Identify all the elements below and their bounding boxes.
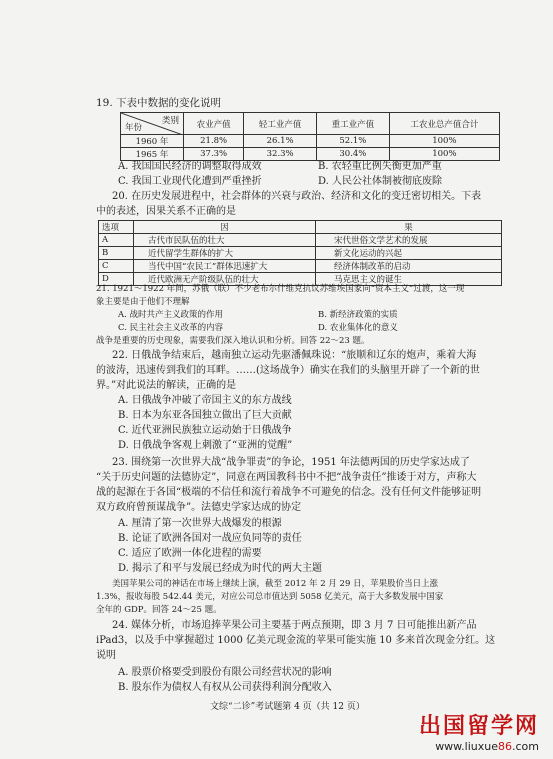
q19-cell: 26.1% xyxy=(244,135,317,148)
q20-cell: C xyxy=(99,260,134,273)
q24-line1: 24. 媒体分析，市场追捧苹果公司主要基于两点预期，即 3 月 7 日可能推出新产品 xyxy=(112,620,477,631)
watermark-logo xyxy=(419,709,539,753)
q21-option-b: B. 新经济政策的实质 xyxy=(318,310,398,320)
q19-diag-top: 类别 xyxy=(161,116,179,126)
q19-cell: 21.8% xyxy=(184,135,244,148)
q19-option-d: D. 人民公社体制被彻底废除 xyxy=(318,176,443,187)
q20-cell: B xyxy=(99,247,134,260)
q20-cell: 经济体制改革的启动 xyxy=(316,260,502,273)
q24-line3: 说明 xyxy=(96,650,116,661)
q22-option-a: A. 日俄战争冲破了帝国主义的东方战线 xyxy=(118,395,292,406)
q19-th: 工农业总产值合计 xyxy=(389,113,499,135)
q20-cell: D xyxy=(99,273,134,286)
q20-th: 因 xyxy=(134,221,316,234)
q19-cell: 1960 年 xyxy=(121,135,184,148)
q24-line2: iPad3，以及手中掌握超过 1000 亿美元现金流的苹果可能实施 10 多来首次现金分红。这 xyxy=(96,635,496,646)
q23-option-a: A. 厘清了第一次世界大战爆发的根源 xyxy=(118,518,282,529)
q19-th: 重工业产值 xyxy=(317,113,390,135)
q22-line3: 界。”对此说法的解读，正确的是 xyxy=(96,380,237,391)
q20-cell: 近代留学生群体的扩大 xyxy=(134,247,316,260)
q23-option-b: B. 论证了欧洲各国对一战应负同等的责任 xyxy=(118,533,302,544)
q23-option-c: C. 适应了欧洲一体化进程的需要 xyxy=(118,548,262,559)
q20-th: 选项 xyxy=(99,221,134,234)
q22-line2: 的波涛，迅速传到我们的耳畔。……(这场战争）确实在我们的头脑里开辟了一个新的世 xyxy=(96,365,480,376)
q19-diag-bottom: 年份 xyxy=(125,123,143,133)
q19-diag-header xyxy=(121,113,184,135)
q19-cell: 30.4% xyxy=(317,148,390,161)
url-prefix: www.liuxue xyxy=(435,740,498,753)
table-row xyxy=(99,260,502,273)
q24-25-intro-line3: 全年的 GDP。回答 24～25 题。 xyxy=(96,605,222,615)
q19-cell: 52.1% xyxy=(317,135,390,148)
q19-option-a: A. 我国国民经济的调整取得成效 xyxy=(118,161,262,172)
q19-th: 轻工业产值 xyxy=(244,113,317,135)
url-suffix: .com xyxy=(512,740,539,753)
q24-option-a: A. 股票价格要受到股份有限公司经营状况的影响 xyxy=(118,667,332,678)
url-red: 86 xyxy=(498,740,512,753)
q20-th: 果 xyxy=(316,221,502,234)
q19-option-c: C. 我国工业现代化遭到严重挫折 xyxy=(118,176,262,187)
q19-option-b: B. 农轻重比例失衡更加严重 xyxy=(318,161,442,172)
page-footer: 文综“二诊”考试题第 4 页（共 12 页） xyxy=(210,702,365,712)
q19-th: 农业产值 xyxy=(184,113,244,135)
q23-option-d: D. 揭示了和平与发展已经成为时代的两大主题 xyxy=(118,563,323,574)
table-row xyxy=(99,247,502,260)
q20-stem-line2: 中的表述，因果关系不正确的是 xyxy=(96,206,236,217)
q21-stem-line1: 21. 1921～1922 年间，苏俄（联）不少老布尔什维克抗议苏维埃国家向“资本主义”过渡，这一现 xyxy=(96,284,465,294)
q19-cell: 32.3% xyxy=(244,148,317,161)
q20-cell: 古代市民队伍的壮大 xyxy=(134,234,316,247)
q19-cell: 100% xyxy=(389,148,499,161)
q23-line1: 23. 围绕第一次世界大战“战争罪责”的争论，1951 年法德两国的历史学家达成了 xyxy=(112,457,470,468)
q19-table xyxy=(120,112,500,161)
q23-line3: 战的起源在于各国“极端的不信任和流行着战争不可避免的信念。没有任何文件能够证明 xyxy=(96,487,482,498)
q24-25-intro-line2: 1.3%，报收每股 542.44 美元，对应公司总市值达到 5058 亿美元，高于大多数发展中国家 xyxy=(96,592,444,602)
q19-stem: 19. 下表中数据的变化说明 xyxy=(96,97,222,109)
q21-option-a: A. 战时共产主义政策的作用 xyxy=(118,310,224,320)
watermark-name: 出国留学网 xyxy=(418,714,539,739)
q22-option-b: B. 日本为东亚各国独立做出了巨大贡献 xyxy=(118,410,292,421)
table-row xyxy=(121,148,500,161)
q19-cell: 37.3% xyxy=(184,148,244,161)
table-header-row xyxy=(99,221,502,234)
q20-stem-line1: 20. 在历史发展进程中，社会群体的兴衰与政治、经济和文化的变迁密切相关。下表 xyxy=(112,191,482,202)
q23-line4: 双方政府曾预谋战争”。法德史学家达成的协定 xyxy=(96,502,302,513)
table-row xyxy=(121,135,500,148)
q21-stem-line2: 象主要是由于他们不理解 xyxy=(96,297,190,307)
watermark-url xyxy=(419,740,539,753)
q21-option-c: C. 民主社会主义改革的内容 xyxy=(118,323,224,333)
q20-cell: 宋代世俗文学艺术的发展 xyxy=(316,234,502,247)
q19-cell: 100% xyxy=(389,135,499,148)
q20-cell: A xyxy=(99,234,134,247)
q22-line1: 22. 日俄战争结束后，越南独立运动先驱潘佩珠说：“旅顺和辽东的炮声，乘着大海 xyxy=(112,350,477,361)
q20-cell: 当代中国“农民工”群体迅速扩大 xyxy=(134,260,316,273)
q19-cell: 1965 年 xyxy=(121,148,184,161)
q22-23-intro: 战争是重要的历史现象，需要我们深入地认识和分析。回答 22～23 题。 xyxy=(96,336,370,346)
q20-table xyxy=(98,220,502,286)
q20-cell: 马克思主义的诞生 xyxy=(316,273,502,286)
q22-option-c: C. 近代亚洲民族独立运动始于日俄战争 xyxy=(118,425,292,436)
table-row xyxy=(99,234,502,247)
q22-option-d: D. 日俄战争客观上刺激了“亚洲的觉醒” xyxy=(118,440,293,451)
q21-option-d: D. 农业集体化的意义 xyxy=(318,323,398,333)
q23-line2: “关于历史问题的法德协定”，同意在两国教科书中不把“战争责任”推诿于对方，声称大 xyxy=(96,472,477,483)
q24-25-intro-line1: 美国苹果公司的神话在市场上继续上演，截至 2012 年 2 月 29 日，苹果股价当日上涨 xyxy=(112,579,439,589)
q20-cell: 新文化运动的兴起 xyxy=(316,247,502,260)
q20-cell: 近代欧洲无产阶级队伍的壮大 xyxy=(134,273,316,286)
q24-option-b: B. 股东作为债权人有权从公司获得利润分配收入 xyxy=(118,682,332,693)
